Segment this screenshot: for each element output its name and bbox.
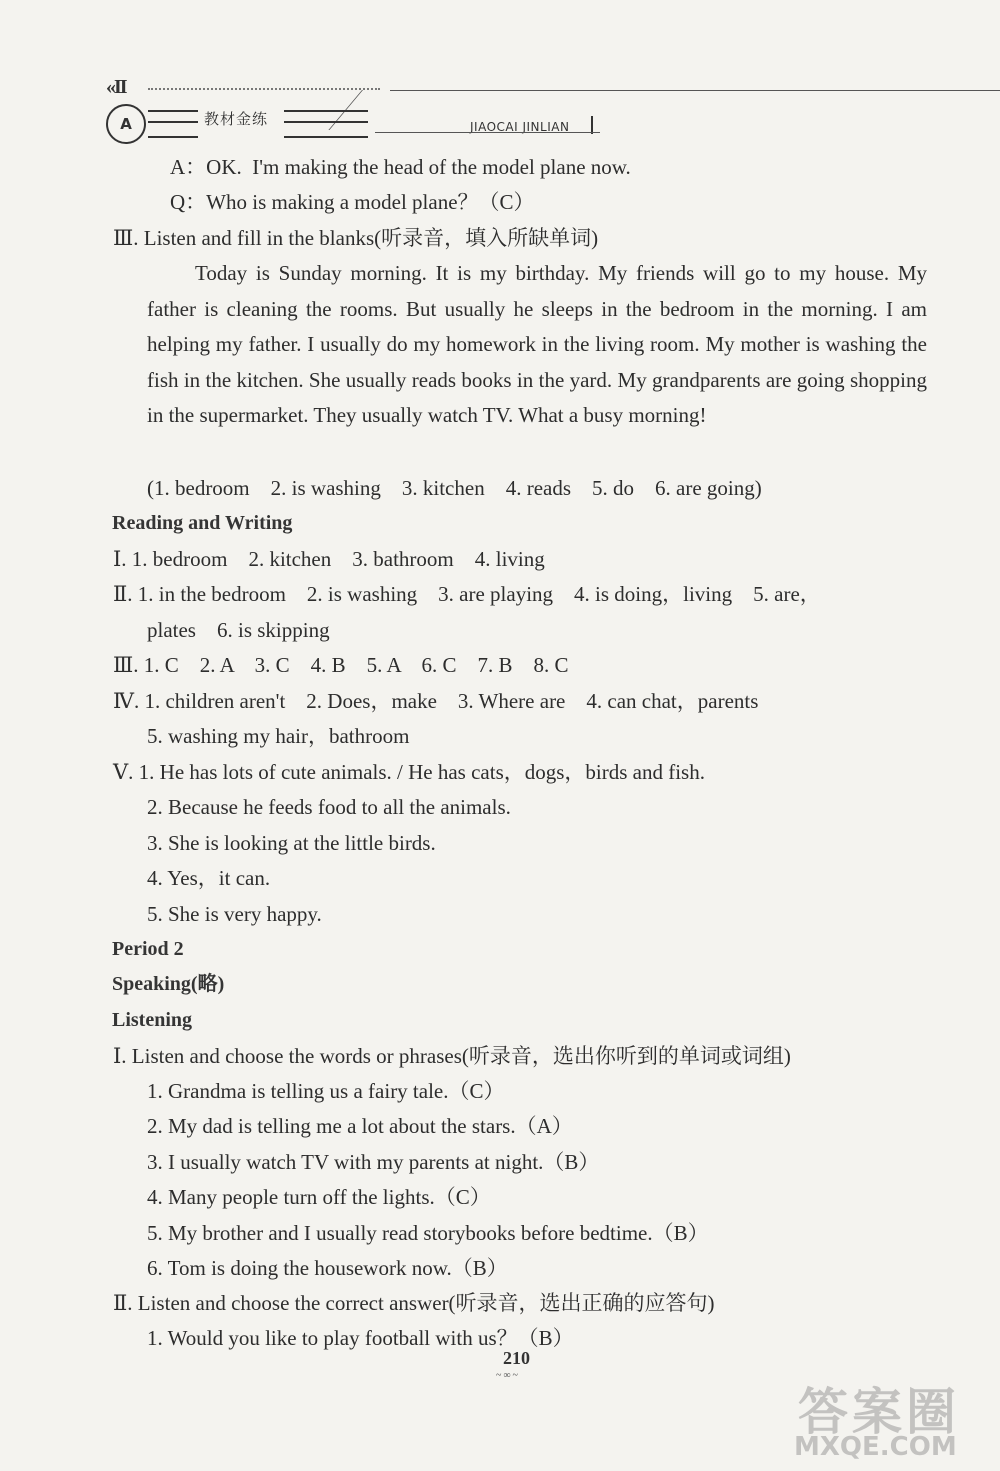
- watermark-logo: [790, 1372, 990, 1466]
- listening-i-item-3: 3. I usually watch TV with my parents at night.（B）: [147, 1150, 600, 1174]
- chevron-icon: «II: [106, 76, 126, 98]
- header-dotted-rule: [148, 88, 380, 90]
- listening-i-title: Ⅰ. Listen and choose the words or phrases(听录音，选出你听到的单词或词组): [113, 1044, 791, 1068]
- header-bottom-rule: [375, 132, 600, 133]
- listening-i-item-2: 2. My dad is telling me a lot about the stars.（A）: [147, 1114, 573, 1138]
- header-pinyin: JIAOCAI JINLIAN: [470, 120, 570, 134]
- listening-i-item-4: 4. Many people turn off the lights.（C）: [147, 1185, 491, 1209]
- watermark-url: MXQE.COM: [794, 1432, 957, 1462]
- rw-ii-answers-cont: plates 6. is skipping: [147, 618, 330, 642]
- fill-answers: (1. bedroom 2. is washing 3. kitchen 4. reads 5. do 6. are going): [147, 476, 762, 500]
- page-header: [100, 74, 1000, 144]
- heading-speaking: Speaking(略): [112, 973, 225, 995]
- dialogue-question: Q：Who is making a model plane？（C）: [170, 190, 535, 214]
- rw-ii-answers: Ⅱ. 1. in the bedroom 2. is washing 3. are playing 4. is doing，living 5. are，: [113, 582, 821, 606]
- rw-v-answer-5: 5. She is very happy.: [147, 902, 322, 926]
- rw-v-answer-2: 2. Because he feeds food to all the animals.: [147, 795, 511, 819]
- rw-v-answer-1: Ⅴ. 1. He has lots of cute animals. / He has cats，dogs，birds and fish.: [113, 760, 705, 784]
- section-iii-title: Ⅲ. Listen and fill in the blanks(听录音，填入所缺单词): [113, 226, 599, 250]
- rw-iii-answers: Ⅲ. 1. C 2. A 3. C 4. B 5. A 6. C 7. B 8. C: [113, 653, 569, 677]
- rw-iv-answers-cont: 5. washing my hair，bathroom: [147, 724, 410, 748]
- listening-passage: [147, 256, 927, 434]
- page-number-ornament: ~∞~: [496, 1370, 520, 1381]
- rw-i-answers: Ⅰ. 1. bedroom 2. kitchen 3. bathroom 4. living: [113, 547, 545, 571]
- passage-text: Today is Sunday morning. It is my birthday. My friends will go to my house. My father is cleaning the rooms. But usually he sleeps in the bedroom in the morning. I am helping my father. I usually do my homework in the living room. My mother is washing the fish in the kitchen. She usually reads books in the yard. My grandparents are going shopping in the supermarket. They usually watch TV. What a busy morning!: [147, 261, 927, 428]
- heading-listening: Listening: [112, 1009, 193, 1031]
- listening-i-item-6: 6. Tom is doing the housework now.（B）: [147, 1256, 508, 1280]
- header-top-rule: [390, 90, 1000, 91]
- dialogue-answer: A：OK. I'm making the head of the model plane now.: [170, 155, 631, 179]
- rw-v-answer-4: 4. Yes，it can.: [147, 866, 271, 890]
- heading-period-2: Period 2: [112, 938, 184, 960]
- listening-ii-item-1: 1. Would you like to play football with us？（B）: [147, 1326, 574, 1350]
- listening-i-item-5: 5. My brother and I usually read storybooks before bedtime.（B）: [147, 1221, 709, 1245]
- rw-v-answer-3: 3. She is looking at the little birds.: [147, 831, 436, 855]
- header-brand: 教材金练: [204, 110, 269, 128]
- listening-ii-title: Ⅱ. Listen and choose the correct answer(听录音，选出正确的应答句): [113, 1291, 715, 1315]
- watermark-text: 答案圈: [798, 1383, 960, 1441]
- rw-iv-answers: Ⅳ. 1. children aren't 2. Does，make 3. Where are 4. can chat，parents: [113, 689, 759, 713]
- heading-reading-writing: Reading and Writing: [112, 512, 293, 534]
- header-bars-right: [284, 110, 368, 138]
- logo-icon: A: [106, 104, 146, 144]
- listening-i-item-1: 1. Grandma is telling us a fairy tale.（C）: [147, 1079, 505, 1103]
- page-number: 210: [503, 1348, 530, 1368]
- header-bars-left: [148, 110, 198, 138]
